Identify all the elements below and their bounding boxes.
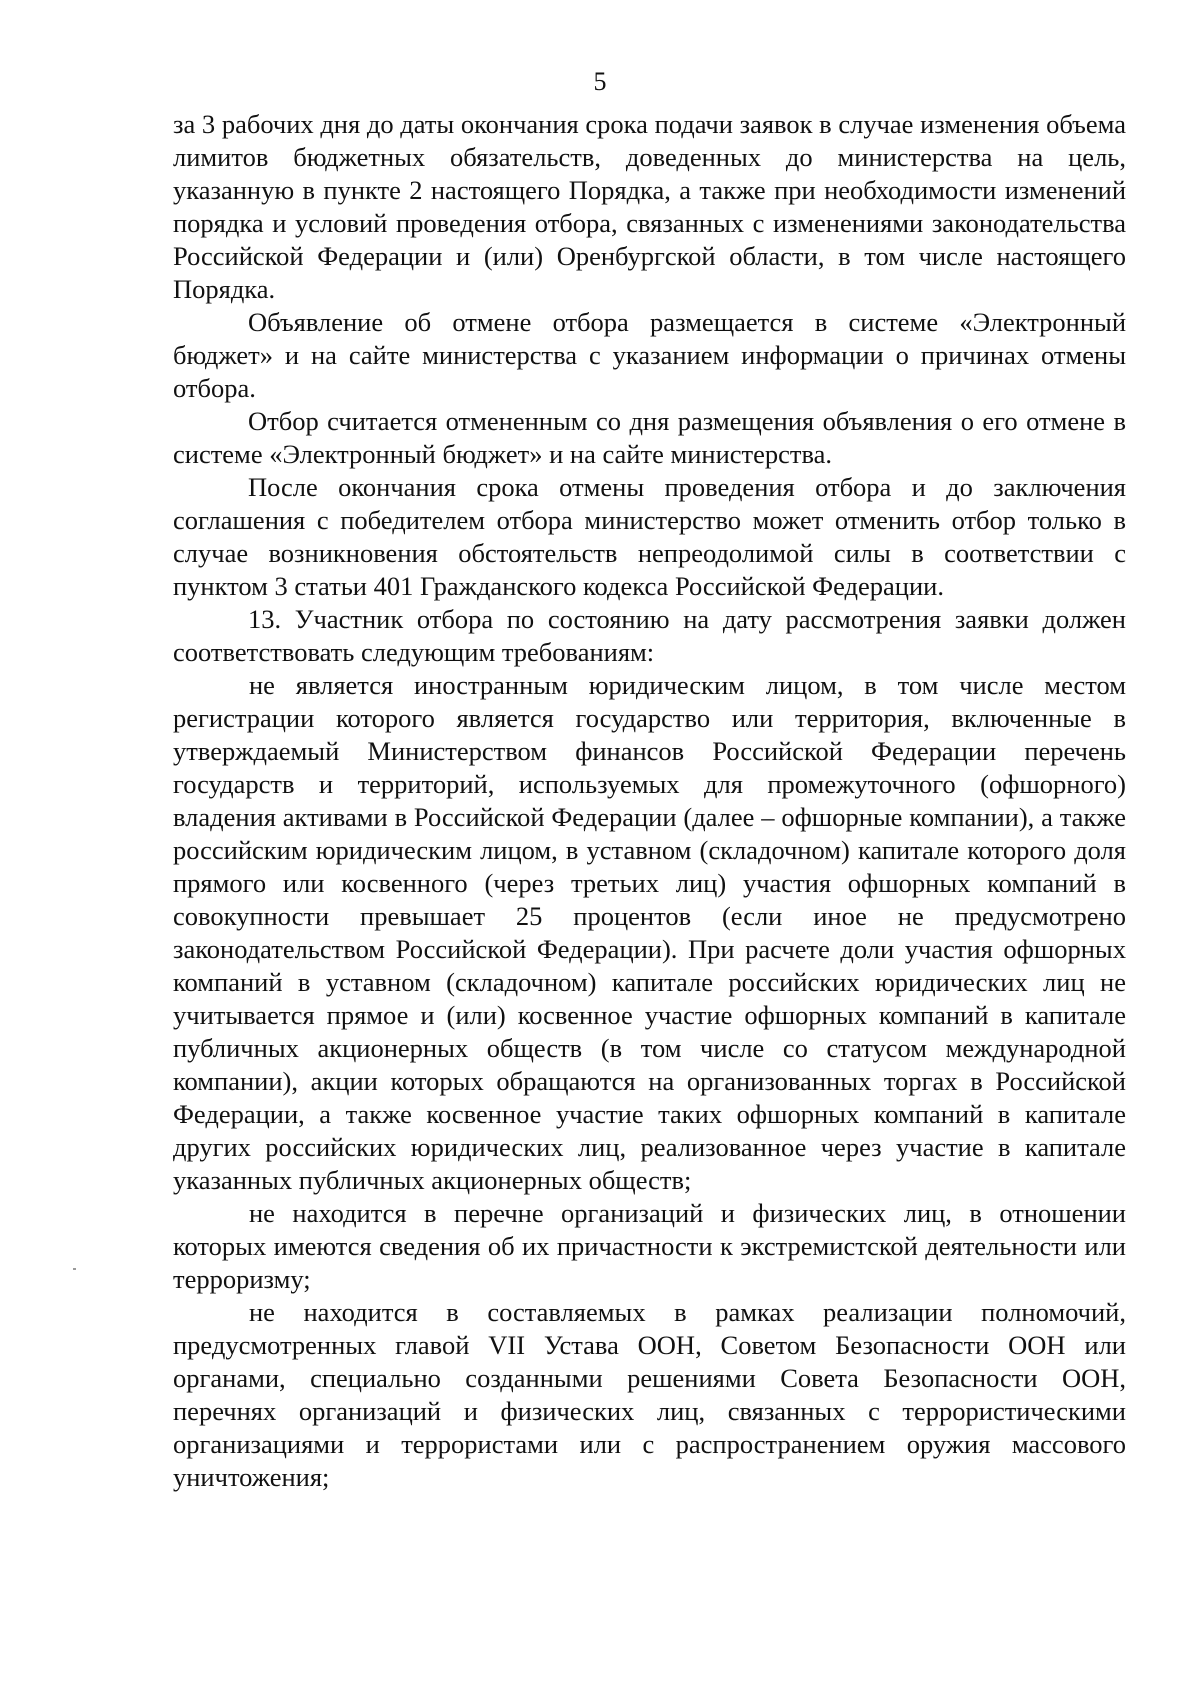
paragraph-force-majeure: После окончания срока отмены проведения отбора и до заключения соглашения с победителем отбора министерство может отменить отбор только в случае возникновения обстоятельств непреодолимой силы в соответствии с пунктом 3 статьи 401 Гражданского кодекса Российской Федерации. xyxy=(173,472,1126,601)
paragraph-cancellation-conditions: за 3 рабочих дня до даты окончания срока подачи заявок в случае изменения объема лимитов бюджетных обязательств, доведенных до министерства на цель, указанную в пункте 2 настоящего Порядка, а также при необходимости изменений порядка и условий проведения отбора, связанных с изменениями законодательства Российской Федерации и (или) Оренбургской области, в том числе настоящего Порядка. xyxy=(173,109,1126,304)
document-body xyxy=(173,108,1126,1494)
paragraph-item-13: 13. Участник отбора по состоянию на дату рассмотрения заявки должен соответствовать следующим требованиям: xyxy=(173,604,1126,667)
paragraph-offshore-requirement: не является иностранным юридическим лицом, в том числе местом регистрации которого является государство или территория, включенные в утверждаемый Министерством финансов Российской Федерации перечень государств и территорий, используемых для промежуточного (офшорного) владения активами в Российской Федерации (далее – офшорные компании), а также российским юридическим лицом, в уставном (складочном) капитале которого доля прямого или косвенного (через третьих лиц) участия офшорных компаний в совокупности превышает 25 процентов (если иное не предусмотрено законодательством Российской Федерации). При расчете доли участия офшорных компаний в уставном (складочном) капитале российских юридических лиц не учитывается прямое и (или) косвенное участие офшорных компаний в капитале публичных акционерных обществ (в том числе со статусом международной компании), акции которых обращаются на организованных торгах в Российской Федерации, а также косвенное участие таких офшорных компаний в капитале других российских юридических лиц, реализованное через участие в капитале указанных публичных акционерных обществ; xyxy=(173,670,1126,1195)
paragraph-extremism-requirement: не находится в перечне организаций и физических лиц, в отношении которых имеются сведения об их причастности к экстремистской деятельности или терроризму; xyxy=(173,1198,1126,1294)
paragraph-cancellation-effective: Отбор считается отмененным со дня размещения объявления о его отмене в системе «Электронный бюджет» и на сайте министерства. xyxy=(173,406,1126,469)
paragraph-cancellation-announcement: Объявление об отмене отбора размещается в системе «Электронный бюджет» и на сайте министерства с указанием информации о причинах отмены отбора. xyxy=(173,307,1126,403)
scan-speck xyxy=(73,1268,76,1270)
paragraph-un-sanctions-requirement: не находится в составляемых в рамках реализации полномочий, предусмотренных главой VII Устава ООН, Советом Безопасности ООН или органами, специально созданными решениями Совета Безопасности ООН, перечнях организаций и физических лиц, связанных с террористическими организациями и террористами или с распространением оружия массового уничтожения; xyxy=(173,1297,1126,1492)
page-number: 5 xyxy=(593,67,607,96)
